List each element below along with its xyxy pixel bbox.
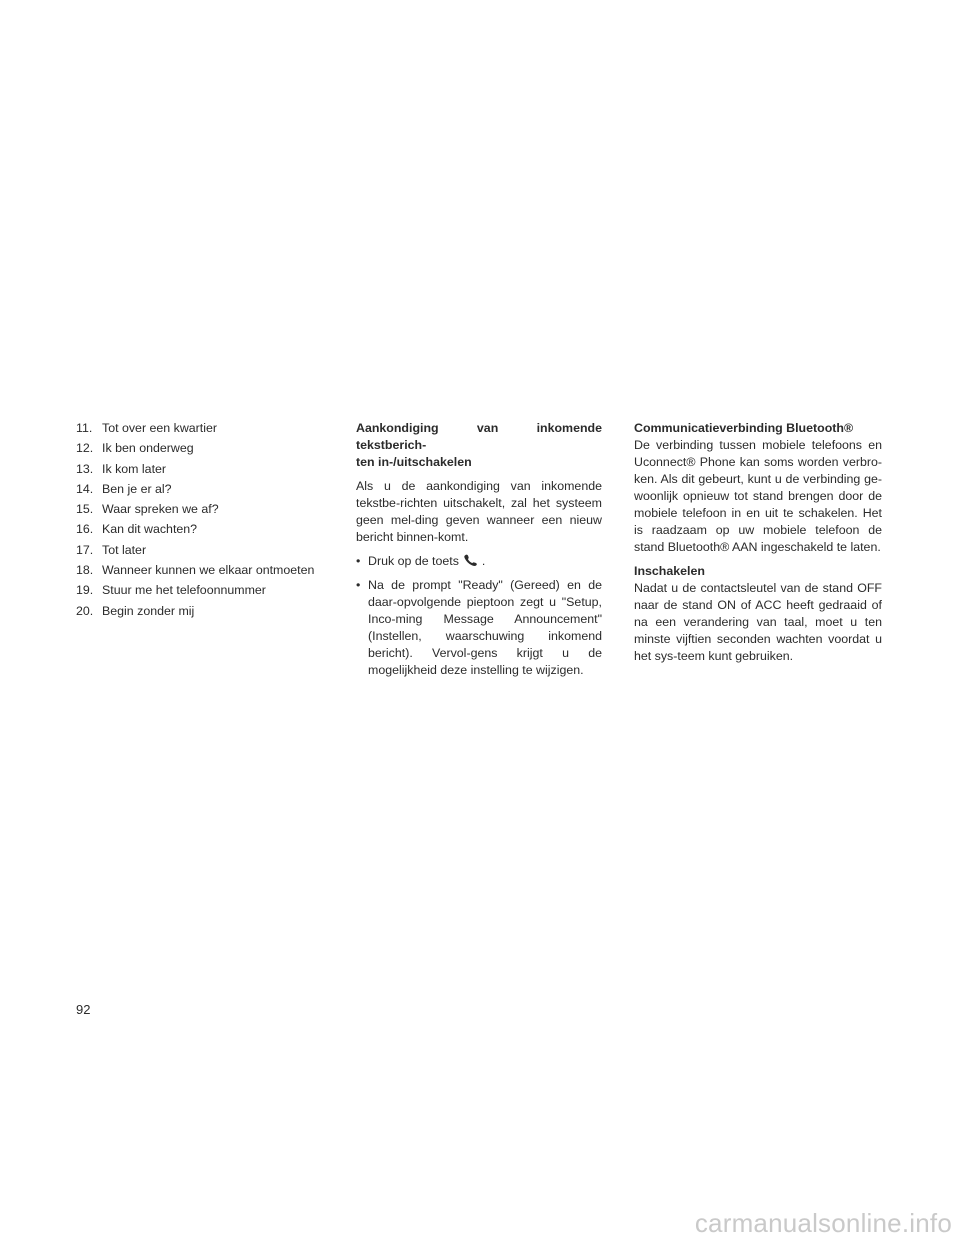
list-item: • Druk op de toets . [356, 554, 486, 568]
page-number: 92 [76, 1002, 91, 1017]
intro-paragraph: Als u de aankondiging van inkomende tekstbe-richten uitschakelt, zal het systeem geen mel-ding geven wanneer een nieuw bericht binnen-komt. [356, 479, 602, 544]
bullet-icon: • [356, 578, 361, 592]
list-item: 13. Ik kom later [76, 461, 167, 476]
watermark: carmanualsonline.info [694, 1208, 952, 1238]
list-item: 15. Waar spreken we af? [76, 502, 219, 517]
instruction-list [356, 553, 602, 679]
bluetooth-paragraph: De verbinding tussen mobiele telefoons en Uconnect® Phone kan soms worden verbro-ken. Als dit gebeurt, kunt u de verbinding ge-woonlijk opnieuw tot stand brengen door de mobiele telefoon in en uit te schakelen. Het is raadzaam op uw mobiele telefoon de stand Bluetooth® AAN ingeschakeld te laten. [634, 438, 882, 554]
list-item: 12. Ik ben onderweg [76, 441, 194, 456]
message-list [76, 420, 326, 623]
section-heading: Aankondiging van inkomende tekstberich- [356, 421, 602, 452]
bullet-icon: • [356, 554, 361, 568]
list-item: 16. Kan dit wachten? [76, 522, 198, 537]
list-item: • Na de prompt "Ready" (Gereed) en de daar-opvolgende pieptoon zegt u "Setup, Inco-ming Message Announcement" (Instellen, waarschuwing inkomend bericht). Vervol-gens krijgt u de mogelijkheid deze instelling te wijzigen. [356, 578, 602, 677]
enable-paragraph: Nadat u de contactsleutel van de stand OFF naar de stand ON of ACC heeft gedraaid of na een verandering van taal, moet u ten minste vijftien seconden wachten voordat u het sys-teem kunt gebruiken. [634, 581, 882, 663]
section-heading: Inschakelen [634, 564, 705, 578]
middle-column [356, 420, 602, 686]
right-column [634, 420, 882, 665]
list-item: 11. Tot over een kwartier [76, 421, 218, 435]
list-item: 17. Tot later [76, 542, 147, 557]
list-item: 20. Begin zonder mij [76, 603, 195, 618]
section-heading: Communicatieverbinding Bluetooth® [634, 421, 854, 435]
list-item: 18. Wanneer kunnen we elkaar ontmoeten [76, 563, 315, 578]
left-column [76, 420, 326, 623]
phone-icon [464, 554, 478, 566]
list-item: 19. Stuur me het telefoonnummer [76, 583, 266, 598]
list-item: 14. Ben je er al? [76, 481, 172, 496]
section-heading-cont: ten in-/uitschakelen [356, 455, 472, 469]
